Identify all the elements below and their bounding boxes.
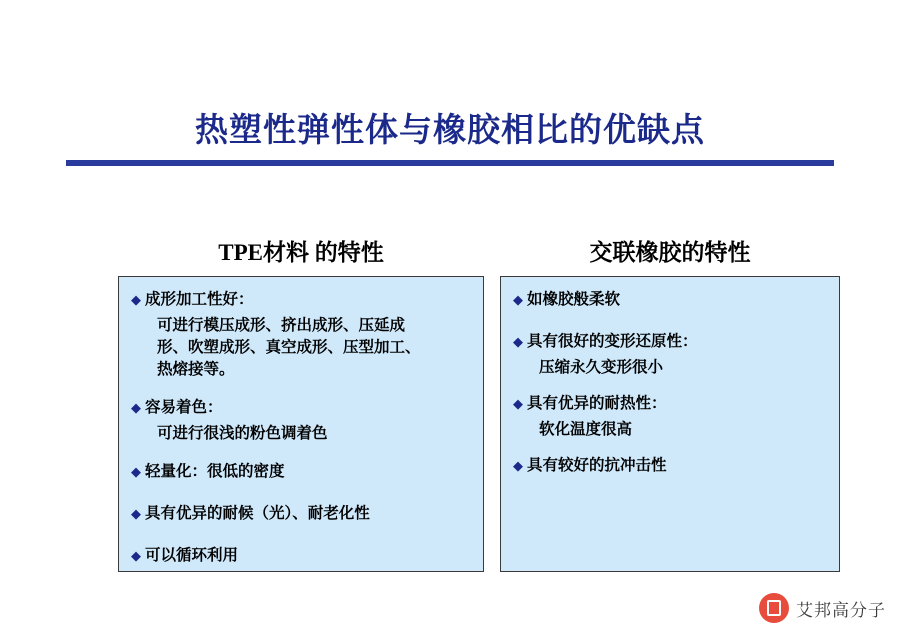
diamond-bullet-icon: ◆ bbox=[131, 292, 141, 307]
page-title: 热塑性弹性体与橡胶相比的优缺点 bbox=[195, 113, 705, 149]
right-feature-panel bbox=[500, 276, 840, 572]
diamond-bullet-icon: ◆ bbox=[131, 506, 141, 521]
list-item-sub: 可进行很浅的粉色调着色 bbox=[157, 425, 328, 442]
list-item-sub: 压缩永久变形很小 bbox=[539, 359, 664, 376]
list-item-label: 如橡胶般柔软 bbox=[527, 291, 621, 308]
spacer bbox=[513, 315, 829, 331]
diamond-bullet-icon: ◆ bbox=[513, 292, 523, 307]
list-item-label: 可以循环利用 bbox=[145, 547, 239, 564]
list-item bbox=[513, 289, 829, 311]
list-item-sub: 形、吹塑成形、真空成形、压型加工、 bbox=[157, 339, 421, 356]
list-item bbox=[513, 393, 829, 415]
wechat-account-icon bbox=[759, 593, 789, 623]
left-column-heading: TPE材料 的特性 bbox=[218, 240, 384, 265]
list-item bbox=[131, 545, 473, 567]
list-item-label: 具有优异的耐热性： bbox=[527, 395, 667, 412]
right-column-heading: 交联橡胶的特性 bbox=[589, 240, 751, 265]
title-divider bbox=[66, 160, 834, 166]
spacer bbox=[131, 487, 473, 503]
spacer bbox=[131, 445, 473, 461]
list-item bbox=[131, 397, 473, 419]
list-item-label: 轻量化：很低的密度 bbox=[145, 463, 285, 480]
diamond-bullet-icon: ◆ bbox=[131, 548, 141, 563]
list-item bbox=[131, 289, 473, 311]
diamond-bullet-icon: ◆ bbox=[513, 458, 523, 473]
left-feature-panel bbox=[118, 276, 484, 572]
list-item bbox=[131, 461, 473, 483]
list-item-label: 具有很好的变形还原性： bbox=[527, 333, 698, 350]
list-item bbox=[513, 331, 829, 353]
watermark-label: 艾邦高分子 bbox=[796, 600, 886, 620]
list-item-label: 具有优异的耐候（光）、耐老化性 bbox=[145, 505, 370, 522]
spacer bbox=[513, 441, 829, 455]
list-item-label: 容易着色： bbox=[145, 399, 223, 416]
diamond-bullet-icon: ◆ bbox=[131, 464, 141, 479]
spacer bbox=[131, 381, 473, 397]
watermark bbox=[759, 593, 886, 623]
diamond-bullet-icon: ◆ bbox=[513, 334, 523, 349]
spacer bbox=[513, 379, 829, 393]
list-item-label: 具有较好的抗冲击性 bbox=[527, 457, 667, 474]
diamond-bullet-icon: ◆ bbox=[131, 400, 141, 415]
list-item-label: 成形加工性好： bbox=[145, 291, 254, 308]
spacer bbox=[131, 529, 473, 545]
list-item bbox=[131, 503, 473, 525]
list-item-sub: 软化温度很高 bbox=[539, 421, 633, 438]
list-item bbox=[513, 455, 829, 477]
list-item-sub: 可进行模压成形、挤出成形、压延成 bbox=[157, 317, 406, 334]
diamond-bullet-icon: ◆ bbox=[513, 396, 523, 411]
list-item-sub: 热熔接等。 bbox=[157, 361, 235, 378]
